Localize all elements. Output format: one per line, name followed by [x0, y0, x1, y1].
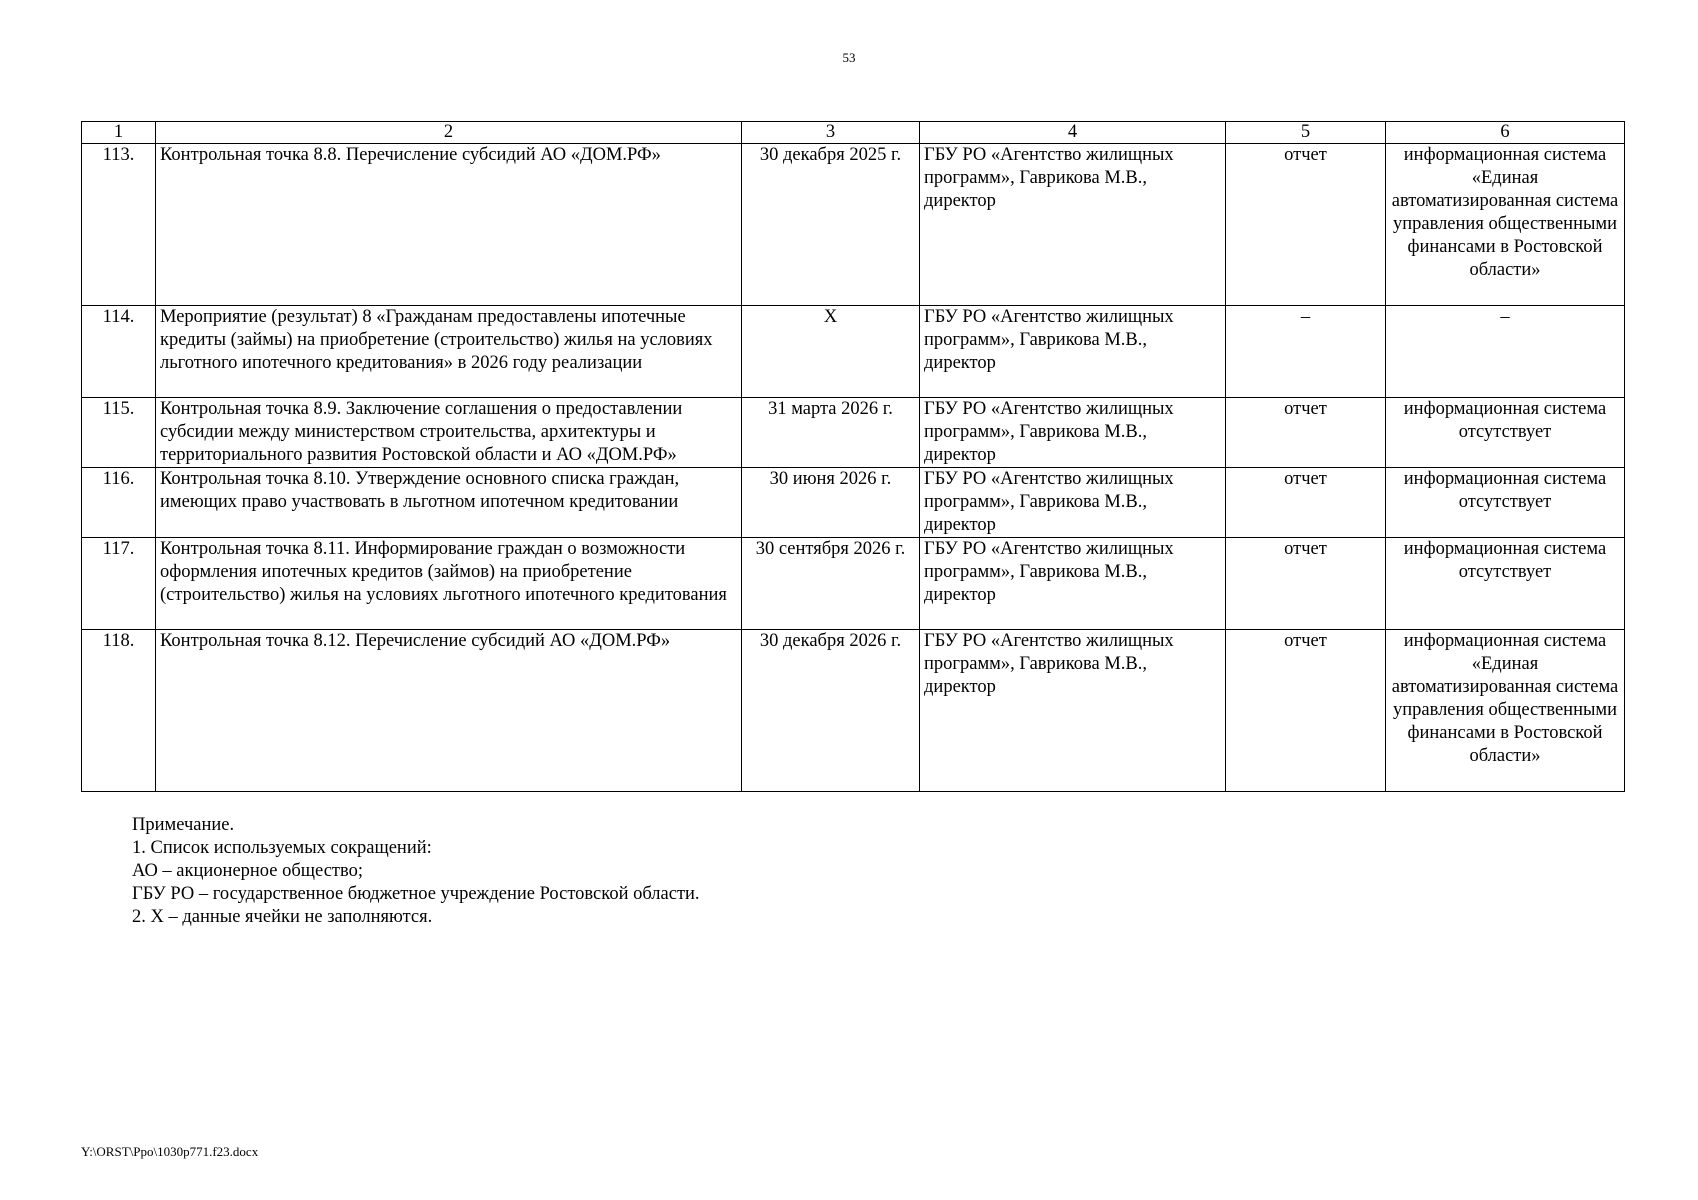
document-cell: отчет	[1226, 398, 1386, 468]
header-col-1: 1	[82, 122, 156, 144]
event-cell: Контрольная точка 8.8. Перечисление субсидий АО «ДОМ.РФ»	[156, 144, 742, 306]
event-cell: Контрольная точка 8.12. Перечисление субсидий АО «ДОМ.РФ»	[156, 630, 742, 792]
info-system-cell: информационная система «Единая автоматизированная система управления общественными финансами в Ростовской области»	[1386, 144, 1625, 306]
table-row	[82, 398, 1625, 468]
document-cell: отчет	[1226, 144, 1386, 306]
info-system-cell: информационная система отсутствует	[1386, 468, 1625, 538]
info-system-cell: информационная система отсутствует	[1386, 398, 1625, 468]
note-line: ГБУ РО – государственное бюджетное учреждение Ростовской области.	[132, 884, 700, 904]
date-cell: Х	[742, 306, 920, 398]
document-cell: отчет	[1226, 468, 1386, 538]
info-system-cell: информационная система «Единая автоматизированная система управления общественными финансами в Ростовской области»	[1386, 630, 1625, 792]
header-col-2: 2	[156, 122, 742, 144]
row-number: 113.	[82, 144, 156, 306]
note-title: Примечание.	[132, 815, 235, 835]
table-row	[82, 630, 1625, 792]
info-system-cell: –	[1386, 306, 1625, 398]
header-col-6: 6	[1386, 122, 1625, 144]
info-system-cell: информационная система отсутствует	[1386, 538, 1625, 630]
header-col-4: 4	[920, 122, 1226, 144]
note-line: 1. Список используемых сокращений:	[132, 838, 432, 858]
plan-table	[81, 121, 1625, 792]
row-number: 118.	[82, 630, 156, 792]
event-cell: Контрольная точка 8.10. Утверждение основного списка граждан, имеющих право участвовать в льготном ипотечном кредитовании	[156, 468, 742, 538]
row-number: 114.	[82, 306, 156, 398]
responsible-cell: ГБУ РО «Агентство жилищных программ», Гаврикова М.В., директор	[920, 468, 1226, 538]
note-line: АО – акционерное общество;	[132, 861, 363, 881]
note-line: 2. Х – данные ячейки не заполняются.	[132, 907, 433, 927]
row-number: 117.	[82, 538, 156, 630]
event-cell: Контрольная точка 8.9. Заключение соглашения о предоставлении субсидии между министерством строительства, архитектуры и территориального развития Ростовской области и АО «ДОМ.РФ»	[156, 398, 742, 468]
row-number: 116.	[82, 468, 156, 538]
date-cell: 30 июня 2026 г.	[742, 468, 920, 538]
document-cell: отчет	[1226, 538, 1386, 630]
date-cell: 31 марта 2026 г.	[742, 398, 920, 468]
event-cell: Контрольная точка 8.11. Информирование граждан о возможности оформления ипотечных кредитов (займов) на приобретение (строительство) жилья на условиях льготного ипотечного кредитования	[156, 538, 742, 630]
date-cell: 30 сентября 2026 г.	[742, 538, 920, 630]
note-block	[132, 814, 700, 929]
table-row	[82, 144, 1625, 306]
row-number: 115.	[82, 398, 156, 468]
table-row	[82, 468, 1625, 538]
date-cell: 30 декабря 2026 г.	[742, 630, 920, 792]
responsible-cell: ГБУ РО «Агентство жилищных программ», Гаврикова М.В., директор	[920, 630, 1226, 792]
responsible-cell: ГБУ РО «Агентство жилищных программ», Гаврикова М.В., директор	[920, 306, 1226, 398]
header-row	[82, 122, 1625, 144]
document-cell: отчет	[1226, 630, 1386, 792]
page-number: 53	[842, 50, 856, 65]
table-row	[82, 538, 1625, 630]
header-col-5: 5	[1226, 122, 1386, 144]
responsible-cell: ГБУ РО «Агентство жилищных программ», Гаврикова М.В., директор	[920, 144, 1226, 306]
table-row	[82, 306, 1625, 398]
responsible-cell: ГБУ РО «Агентство жилищных программ», Гаврикова М.В., директор	[920, 398, 1226, 468]
document-cell: –	[1226, 306, 1386, 398]
date-cell: 30 декабря 2025 г.	[742, 144, 920, 306]
event-cell: Мероприятие (результат) 8 «Гражданам предоставлены ипотечные кредиты (займы) на приобретение (строительство) жилья на условиях льготного ипотечного кредитования» в 2026 году реализации	[156, 306, 742, 398]
responsible-cell: ГБУ РО «Агентство жилищных программ», Гаврикова М.В., директор	[920, 538, 1226, 630]
header-col-3: 3	[742, 122, 920, 144]
footer-file-path: Y:\ORST\Ppo\1030p771.f23.docx	[81, 1144, 259, 1159]
